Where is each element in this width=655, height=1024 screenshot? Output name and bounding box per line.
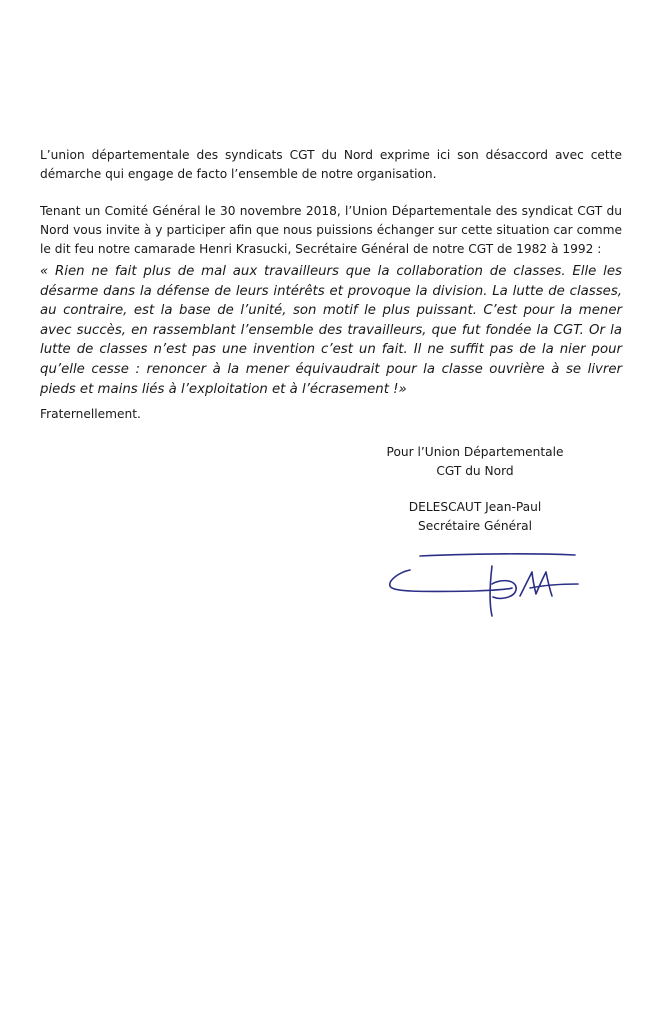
- closing-salutation: Fraternellement.: [40, 407, 141, 421]
- paragraph-invitation: Tenant un Comité Général le 30 novembre 2018, l’Union Départementale des syndicat CGT du Nord vous invite à y participer afin que nous puissions échanger sur cette situation car comme le dit feu notre camarade Henri Krasucki, Secrétaire Général de notre CGT de 1982 à 1992 :: [40, 204, 622, 256]
- signature-stroke-m: [520, 572, 552, 596]
- org-line-2: CGT du Nord: [436, 464, 514, 478]
- krasucki-quote: « Rien ne fait plus de mal aux travailleurs que la collaboration de classes. Elle les désarme dans la défense de leurs intérêts et provoque la division. La lutte de classes, au contraire, est la base de l’unité, son motif le plus puissant. C’est pour la mener avec succès, en rassemblant l’ensemble des travailleurs, que fut fondée la CGT. Or la lutte de classes n’est pas une invention c’est un fait. Il ne suffit pas de la nier pour qu’elle cesse : renoncer à la mener équivaudrait pour la classe ouvrière à se livrer pieds et mains liés à l’exploitation et à l’écrasement !»: [40, 264, 622, 397]
- org-line-1: Pour l’Union Départementale: [386, 445, 564, 459]
- signature-stroke-loop: [390, 570, 512, 591]
- signatory-name: DELESCAUT Jean-Paul: [408, 500, 542, 514]
- signature-stroke-top: [420, 554, 575, 556]
- paragraph-disagreement: L’union départementale des syndicats CGT du Nord exprime ici son désaccord avec cette démarche qui engage de facto l’ensemble de notre organisation.: [40, 148, 622, 181]
- signatory-organization: [370, 443, 580, 481]
- signature-stroke-tail: [530, 584, 578, 588]
- signatory-person: [370, 498, 580, 536]
- signatory-title: Secrétaire Général: [418, 519, 532, 533]
- handwritten-signature: [380, 548, 580, 618]
